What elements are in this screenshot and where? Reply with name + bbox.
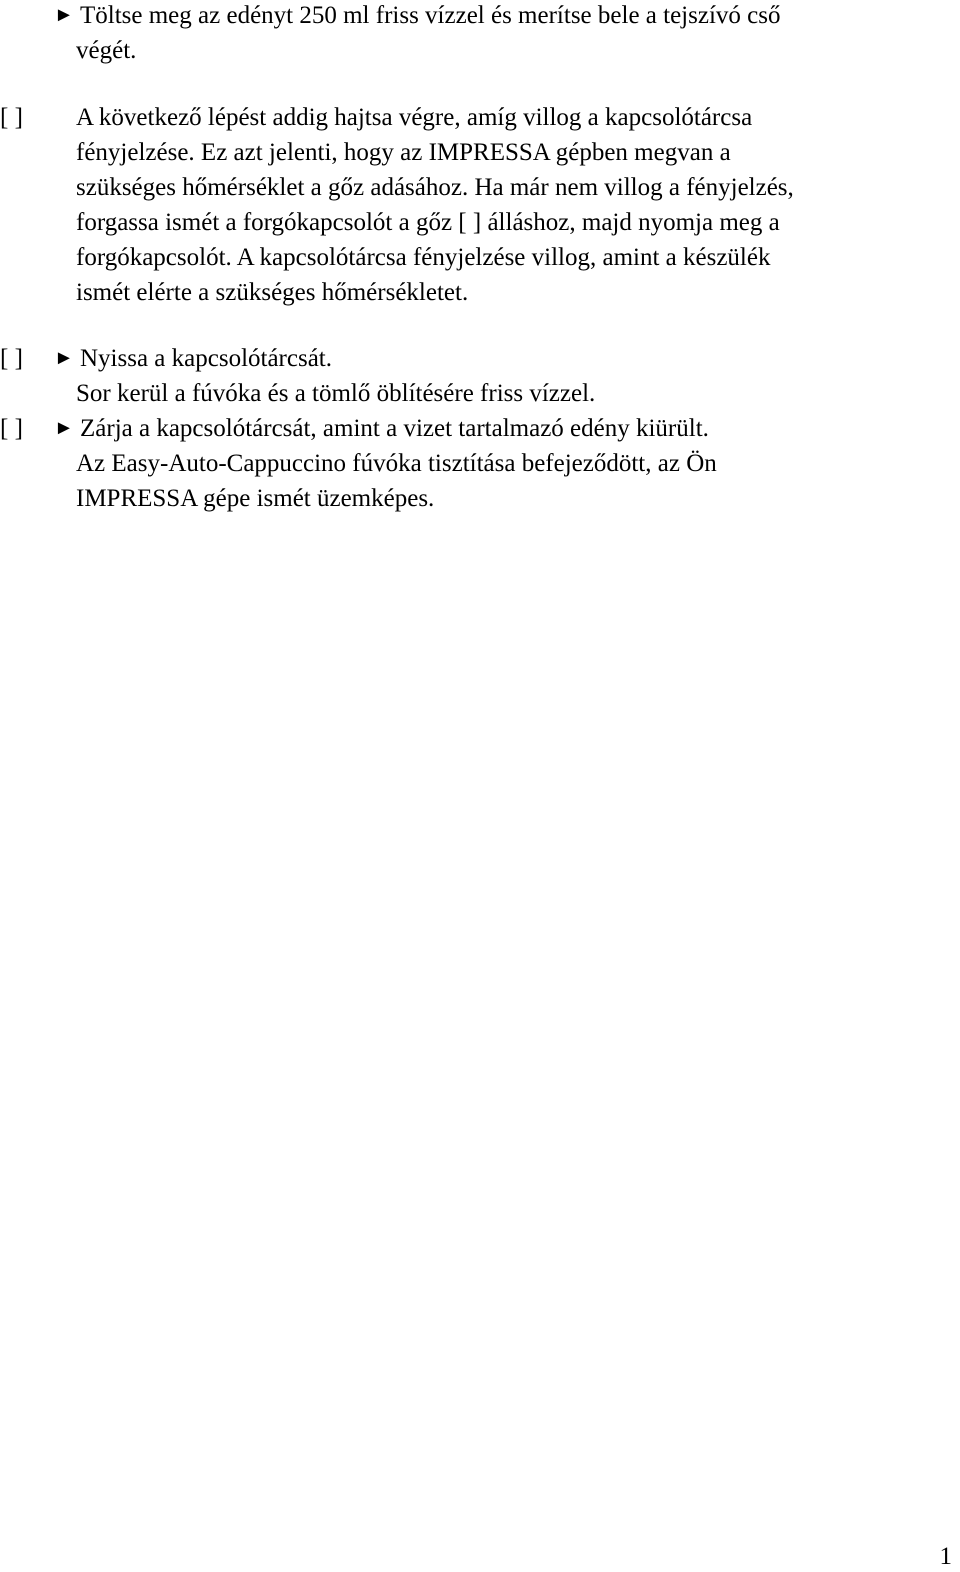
- step-line: Sor kerül a fúvóka és a tömlő öblítésére friss vízzel.: [76, 380, 596, 407]
- step-line: ► Töltse meg az edényt 250 ml friss vízzel és merítse bele a tejszívó cső: [54, 0, 918, 33]
- step-line: szükséges hőmérséklet a gőz adásához. Ha már nem villog a fényjelzés,: [76, 174, 794, 201]
- step-line: Az Easy-Auto-Cappuccino fúvóka tisztítása befejeződött, az Ön: [76, 450, 717, 477]
- step-line: végét.: [76, 37, 137, 64]
- steam-symbol-placeholder: [ ]: [0, 104, 23, 131]
- dial-symbol-placeholder: [ ]: [0, 345, 23, 372]
- step-line: ► Zárja a kapcsolótárcsát, amint a vizet tartalmazó edény kiürült.: [54, 411, 918, 446]
- play-triangle-icon: ►: [54, 347, 74, 369]
- step-line: ► Nyissa a kapcsolótárcsát.: [54, 341, 918, 376]
- step-line: ismét elérte a szükséges hőmérsékletet.: [76, 279, 469, 306]
- step-line: forgassa ismét a forgókapcsolót a gőz [ ] álláshoz, majd nyomja meg a: [76, 209, 780, 236]
- step-line: fényjelzése. Ez azt jelenti, hogy az IMPRESSA gépben megvan a: [76, 139, 731, 166]
- step-line: forgókapcsolót. A kapcsolótárcsa fényjelzése villog, amint a készülék: [76, 244, 771, 271]
- step-line: IMPRESSA gépe ismét üzemképes.: [76, 485, 435, 512]
- dial-symbol-placeholder: [ ]: [0, 415, 23, 442]
- step-text: [54, 411, 918, 516]
- step-line: A következő lépést addig hajtsa végre, amíg villog a kapcsolótárcsa: [76, 104, 753, 131]
- step-text: [54, 0, 918, 68]
- play-triangle-icon: ►: [54, 4, 74, 26]
- step-text: [76, 100, 940, 310]
- page-number: 1: [939, 1543, 952, 1570]
- play-triangle-icon: ►: [54, 417, 74, 439]
- step-text: [54, 341, 918, 411]
